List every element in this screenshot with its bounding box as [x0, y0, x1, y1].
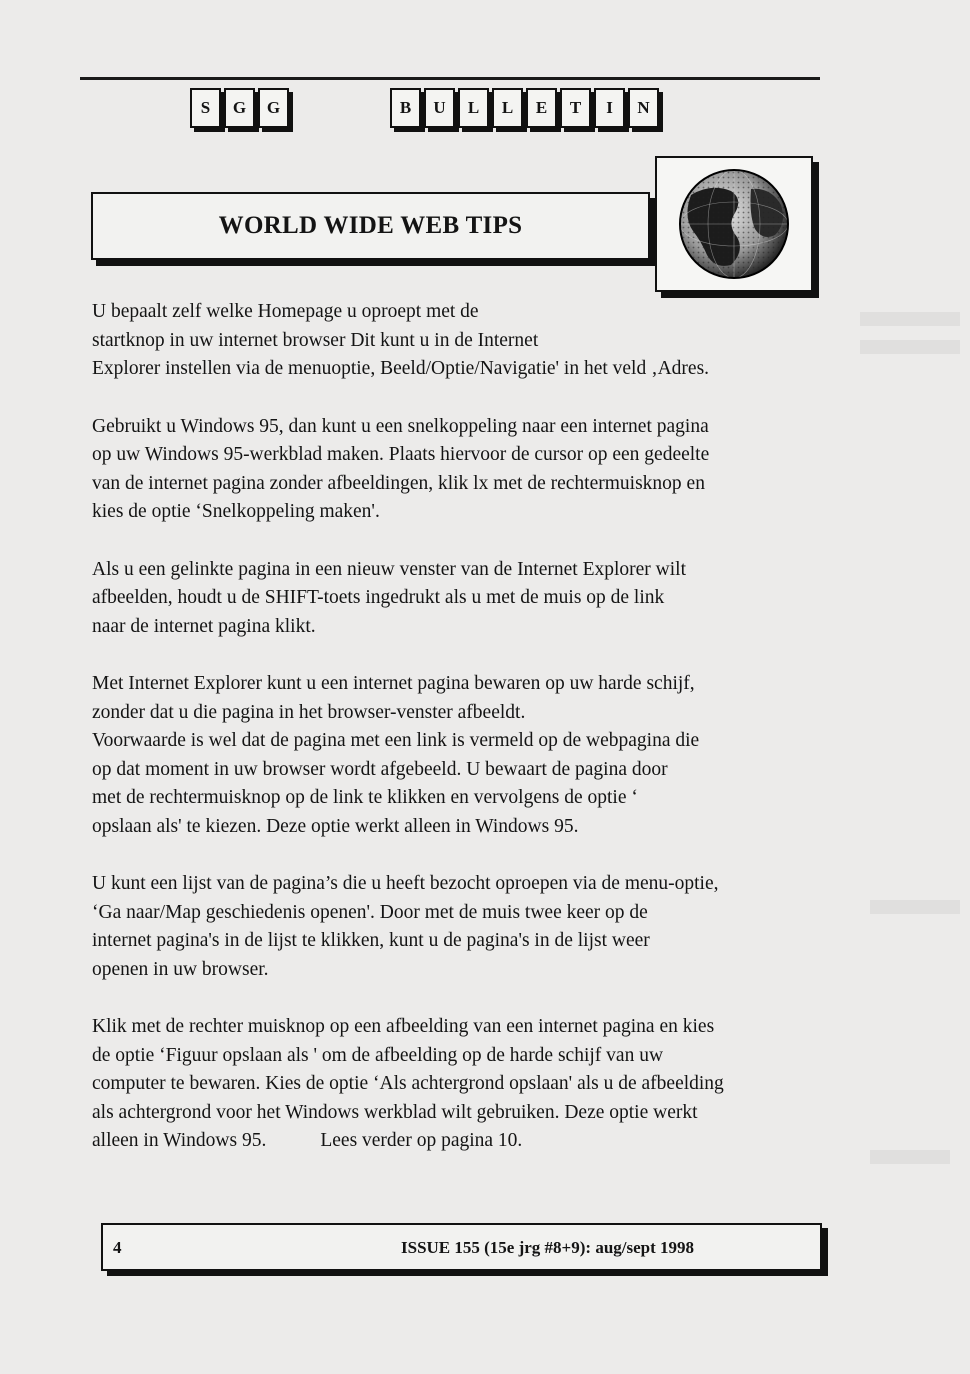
show-through: [860, 340, 960, 354]
header-letter: L: [492, 88, 523, 128]
title-box: [91, 192, 650, 260]
text-line: opslaan als' te kiezen. Deze optie werkt alleen in Windows 95.: [92, 815, 579, 837]
text-line: zonder dat u die pagina in het browser-venster afbeeldt.: [92, 701, 526, 723]
text-line: startknop in uw internet browser Dit kunt u in de Internet: [92, 329, 539, 351]
footer-box: [101, 1223, 822, 1271]
text-line: ‘Ga naar/Map geschiedenis openen'. Door met de muis twee keer op de: [92, 901, 648, 923]
header-letter: U: [424, 88, 455, 128]
header-letter: I: [594, 88, 625, 128]
header-letter: S: [190, 88, 221, 128]
text-line: Voorwaarde is wel dat de pagina met een link is vermeld op de webpagina die: [92, 730, 700, 751]
page-number: 4: [113, 1238, 122, 1257]
header-letters-sgg: [190, 88, 289, 128]
text-line: U kunt een lijst van de pagina’s die u heeft bezocht oproepen via de menu-optie,: [92, 873, 719, 894]
header-letter: G: [224, 88, 255, 128]
text-line: Als u een gelinkte pagina in een nieuw venster van de Internet Explorer wilt: [92, 558, 687, 580]
text-line: op uw Windows 95-werkblad maken. Plaats hiervoor de cursor op een gedeelte: [92, 444, 710, 465]
show-through: [870, 1150, 950, 1164]
text-line: computer te bewaren. Kies de optie ‘Als achtergrond opslaan' als u de afbeelding: [92, 1073, 724, 1094]
text-line: kies de optie ‘Snelkoppeling maken'.: [92, 501, 380, 522]
text-line-last: [92, 1127, 822, 1156]
paragraph: [92, 670, 822, 841]
header-letter: N: [628, 88, 659, 128]
text-line: alleen in Windows 95.: [92, 1130, 267, 1151]
header-letter: G: [258, 88, 289, 128]
text-line: afbeelden, houdt u de SHIFT-toets ingedrukt als u met de muis op de link: [92, 587, 665, 608]
text-line: de optie ‘Figuur opslaan als ' om de afbeelding op de harde schijf van uw: [92, 1044, 664, 1066]
header-letter: L: [458, 88, 489, 128]
issue-line: ISSUE 155 (15e jrg #8+9): aug/sept 1998: [401, 1238, 695, 1257]
header-letter: B: [390, 88, 421, 128]
page-title: WORLD WIDE WEB TIPS: [218, 212, 523, 239]
paragraph: [92, 556, 822, 642]
globe-icon: [671, 165, 797, 283]
header-letter: T: [560, 88, 591, 128]
show-through: [870, 900, 960, 914]
header-rule: [80, 77, 820, 80]
text-line: Klik met de rechter muisknop op een afbeelding van een internet pagina en kies: [92, 1016, 715, 1037]
text-line: Gebruikt u Windows 95, dan kunt u een snelkoppeling naar een internet pagina: [92, 415, 709, 437]
text-line: als achtergrond voor het Windows werkblad wilt gebruiken. Deze optie werkt: [92, 1101, 698, 1123]
continuation-note: Lees verder op pagina 10.: [320, 1130, 523, 1151]
paragraph: [92, 1013, 822, 1156]
globe-frame: [655, 156, 813, 292]
text-line: U bepaalt zelf welke Homepage u oproept met de: [92, 301, 479, 322]
text-line: internet pagina's in de lijst te klikken, kunt u de pagina's in de lijst weer: [92, 930, 650, 951]
paragraph: [92, 298, 822, 384]
header-letter: E: [526, 88, 557, 128]
show-through: [860, 312, 960, 326]
text-line: op dat moment in uw browser wordt afgebeeld. U bewaart de pagina door: [92, 758, 668, 780]
header-letters-bulletin: [390, 88, 659, 128]
text-line: naar de internet pagina klikt.: [92, 615, 316, 637]
text-line: Explorer instellen via de menuoptie, Beeld/Optie/Navigatie' in het veld ‚Adres.: [92, 358, 710, 379]
paragraph: [92, 413, 822, 527]
text-line: van de internet pagina zonder afbeeldingen, klik lx met de rechtermuisknop en: [92, 472, 705, 494]
text-line: met de rechtermuisknop op de link te klikken en vervolgens de optie ‘: [92, 787, 638, 808]
text-line: Met Internet Explorer kunt u een internet pagina bewaren op uw harde schijf,: [92, 673, 695, 694]
paragraph: [92, 870, 822, 984]
text-line: openen in uw browser.: [92, 958, 269, 980]
article-body: [92, 298, 822, 1185]
